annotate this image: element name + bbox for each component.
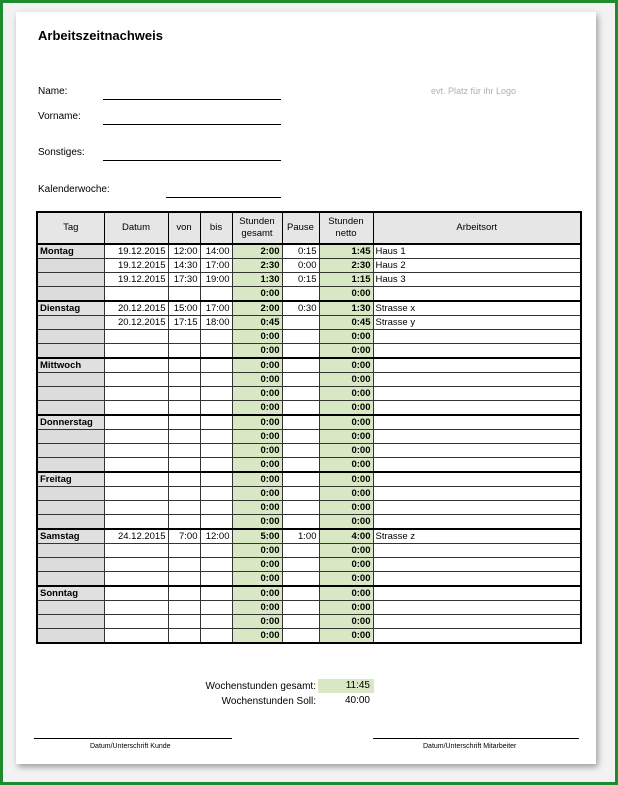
cell-datum[interactable]: 19.12.2015 [104,259,168,273]
cell-von[interactable] [168,544,200,558]
cell-arbeitsort[interactable] [373,401,581,416]
cell-arbeitsort[interactable] [373,572,581,587]
day-label-empty [37,344,104,359]
table-row [37,458,581,473]
cell-stunden-netto[interactable]: 0:00 [319,330,373,344]
cell-stunden-gesamt[interactable]: 2:00 [232,244,282,259]
document-page [16,12,596,764]
signature-line-mitarbeiter[interactable] [373,738,579,739]
cell-datum[interactable] [104,558,168,572]
cell-stunden-netto[interactable]: 0:00 [319,344,373,359]
cell-pause[interactable] [282,601,319,615]
cell-stunden-gesamt[interactable]: 2:30 [232,259,282,273]
day-label-empty [37,601,104,615]
cell-bis[interactable] [200,544,232,558]
cell-arbeitsort[interactable] [373,287,581,302]
table-row [37,629,581,644]
cell-arbeitsort[interactable] [373,544,581,558]
cell-datum[interactable] [104,387,168,401]
day-label-empty [37,487,104,501]
cell-pause[interactable] [282,330,319,344]
cell-stunden-gesamt[interactable]: 0:00 [232,615,282,629]
cell-pause[interactable] [282,501,319,515]
cell-von[interactable] [168,501,200,515]
table-row [37,472,581,487]
cell-datum[interactable] [104,501,168,515]
cell-arbeitsort[interactable] [373,373,581,387]
cell-datum[interactable] [104,629,168,644]
cell-bis[interactable] [200,444,232,458]
cell-arbeitsort[interactable] [373,515,581,530]
table-row [37,444,581,458]
table-row [37,586,581,601]
cell-stunden-gesamt[interactable]: 0:00 [232,629,282,644]
cell-stunden-gesamt[interactable]: 0:00 [232,287,282,302]
day-label-dienstag: Dienstag [37,301,104,316]
cell-arbeitsort[interactable] [373,344,581,359]
table-row [37,529,581,544]
cell-stunden-netto[interactable]: 4:00 [319,529,373,544]
signature-label-kunde: Datum/Unterschrift Kunde [90,743,171,750]
day-label-empty [37,629,104,644]
cell-datum[interactable] [104,373,168,387]
cell-stunden-gesamt[interactable]: 0:00 [232,501,282,515]
cell-pause[interactable] [282,572,319,587]
day-label-empty [37,287,104,302]
wochenstunden-soll-label: Wochenstunden Soll: [221,696,316,707]
cell-datum[interactable] [104,430,168,444]
cell-stunden-gesamt[interactable]: 0:00 [232,401,282,416]
cell-datum[interactable] [104,601,168,615]
cell-datum[interactable] [104,586,168,601]
table-row [37,544,581,558]
cell-stunden-gesamt[interactable]: 0:00 [232,558,282,572]
table-row [37,387,581,401]
cell-von[interactable] [168,515,200,530]
table-row [37,558,581,572]
day-label-empty [37,373,104,387]
table-row [37,358,581,373]
cell-arbeitsort[interactable] [373,601,581,615]
cell-datum[interactable] [104,515,168,530]
cell-bis[interactable]: 14:00 [200,244,232,259]
cell-bis[interactable]: 17:00 [200,301,232,316]
table-row [37,430,581,444]
cell-stunden-netto[interactable]: 0:00 [319,373,373,387]
cell-datum[interactable] [104,615,168,629]
table-row [37,344,581,359]
day-label-empty [37,316,104,330]
cell-datum[interactable] [104,415,168,430]
header-stunden-gesamt-line2: gesamt [241,228,273,239]
cell-stunden-gesamt[interactable]: 0:00 [232,430,282,444]
cell-bis[interactable]: 17:00 [200,259,232,273]
cell-stunden-netto[interactable]: 0:00 [319,401,373,416]
cell-bis[interactable] [200,358,232,373]
day-label-empty [37,387,104,401]
day-label-empty [37,544,104,558]
cell-pause[interactable] [282,458,319,473]
day-label-empty [37,458,104,473]
day-label-empty [37,572,104,587]
cell-datum[interactable] [104,487,168,501]
cell-pause[interactable] [282,472,319,487]
cell-pause[interactable] [282,558,319,572]
cell-pause[interactable] [282,615,319,629]
cell-bis[interactable] [200,558,232,572]
cell-arbeitsort[interactable] [373,472,581,487]
cell-stunden-netto[interactable]: 0:00 [319,444,373,458]
cell-datum[interactable] [104,287,168,302]
day-label-empty [37,501,104,515]
cell-datum[interactable]: 19.12.2015 [104,244,168,259]
cell-arbeitsort[interactable]: Strasse z [373,529,581,544]
day-label-donnerstag: Donnerstag [37,415,104,430]
name-field[interactable] [103,99,281,100]
cell-bis[interactable] [200,430,232,444]
table-row [37,401,581,416]
cell-von[interactable] [168,287,200,302]
vorname-label: Vorname: [38,111,81,122]
cell-datum[interactable]: 20.12.2015 [104,301,168,316]
cell-datum[interactable] [104,458,168,473]
wochenstunden-soll-value: 40:00 [344,695,370,706]
cell-pause[interactable]: 0:30 [282,301,319,316]
cell-pause[interactable] [282,515,319,530]
cell-bis[interactable] [200,615,232,629]
table-row [37,415,581,430]
cell-bis[interactable] [200,601,232,615]
cell-bis[interactable] [200,487,232,501]
cell-pause[interactable] [282,316,319,330]
cell-pause[interactable] [282,387,319,401]
cell-von[interactable] [168,586,200,601]
cell-bis[interactable] [200,344,232,359]
table-row [37,515,581,530]
day-label-empty [37,430,104,444]
cell-datum[interactable] [104,344,168,359]
cell-arbeitsort[interactable]: Haus 1 [373,244,581,259]
cell-von[interactable] [168,387,200,401]
cell-datum[interactable] [104,444,168,458]
table-row [37,316,581,330]
table-body [37,244,581,643]
cell-arbeitsort[interactable] [373,330,581,344]
cell-pause[interactable]: 1:00 [282,529,319,544]
logo-placeholder: evt. Platz für ihr Logo [431,86,517,96]
cell-bis[interactable] [200,401,232,416]
cell-arbeitsort[interactable] [373,487,581,501]
cell-bis[interactable] [200,572,232,587]
kalenderwoche-label: Kalenderwoche: [38,184,110,195]
cell-von[interactable]: 7:00 [168,529,200,544]
signature-label-mitarbeiter: Datum/Unterschrift Mitarbeiter [423,743,517,750]
cell-von[interactable] [168,487,200,501]
cell-stunden-netto[interactable]: 0:00 [319,387,373,401]
cell-pause[interactable] [282,401,319,416]
cell-arbeitsort[interactable] [373,415,581,430]
cell-arbeitsort[interactable]: Strasse y [373,316,581,330]
cell-von[interactable] [168,444,200,458]
cell-stunden-gesamt[interactable]: 2:00 [232,301,282,316]
cell-stunden-gesamt[interactable]: 0:00 [232,387,282,401]
table-row [37,301,581,316]
day-label-freitag: Freitag [37,472,104,487]
day-label-empty [37,330,104,344]
cell-datum[interactable] [104,472,168,487]
cell-stunden-netto[interactable]: 1:45 [319,244,373,259]
cell-pause[interactable] [282,487,319,501]
cell-stunden-gesamt[interactable]: 0:00 [232,330,282,344]
cell-von[interactable] [168,572,200,587]
cell-von[interactable] [168,344,200,359]
cell-arbeitsort[interactable] [373,629,581,644]
cell-stunden-netto[interactable]: 0:00 [319,572,373,587]
cell-von[interactable]: 17:15 [168,316,200,330]
cell-stunden-netto[interactable]: 0:00 [319,558,373,572]
day-label-empty [37,558,104,572]
header-von: von [168,212,200,244]
cell-bis[interactable] [200,629,232,644]
cell-bis[interactable] [200,458,232,473]
cell-bis[interactable] [200,472,232,487]
header-datum: Datum [104,212,168,244]
cell-von[interactable] [168,458,200,473]
cell-arbeitsort[interactable] [373,501,581,515]
day-label-samstag: Samstag [37,529,104,544]
cell-stunden-gesamt[interactable]: 0:00 [232,601,282,615]
cell-von[interactable] [168,558,200,572]
cell-stunden-netto[interactable]: 1:30 [319,301,373,316]
table-header-row [37,212,581,244]
cell-von[interactable] [168,472,200,487]
cell-von[interactable] [168,601,200,615]
vorname-field[interactable] [103,124,281,125]
cell-stunden-netto[interactable]: 0:00 [319,501,373,515]
signature-line-kunde[interactable] [34,738,232,739]
cell-pause[interactable]: 0:15 [282,244,319,259]
cell-bis[interactable]: 18:00 [200,316,232,330]
day-label-empty [37,515,104,530]
table-row [37,330,581,344]
document-title: Arbeitszeitnachweis [38,28,163,43]
cell-von[interactable] [168,430,200,444]
cell-von[interactable] [168,358,200,373]
cell-stunden-gesamt[interactable]: 0:00 [232,515,282,530]
header-stunden-netto-line1: Stunden [328,216,364,227]
cell-pause[interactable] [282,358,319,373]
cell-stunden-gesamt[interactable]: 1:30 [232,273,282,287]
cell-datum[interactable] [104,544,168,558]
table-row [37,259,581,273]
cell-von[interactable]: 12:00 [168,244,200,259]
table-row [37,487,581,501]
table-row [37,273,581,287]
cell-von[interactable]: 15:00 [168,301,200,316]
cell-stunden-netto[interactable]: 0:00 [319,629,373,644]
cell-stunden-netto[interactable]: 1:15 [319,273,373,287]
cell-stunden-netto[interactable]: 0:00 [319,586,373,601]
cell-stunden-netto[interactable]: 0:00 [319,615,373,629]
cell-pause[interactable] [282,287,319,302]
cell-bis[interactable] [200,373,232,387]
cell-stunden-netto[interactable]: 0:00 [319,458,373,473]
sonstiges-field[interactable] [103,160,281,161]
table-row [37,615,581,629]
cell-stunden-netto[interactable]: 0:00 [319,287,373,302]
cell-stunden-netto[interactable]: 0:00 [319,544,373,558]
table-row [37,501,581,515]
day-label-empty [37,273,104,287]
cell-stunden-netto[interactable]: 0:00 [319,515,373,530]
cell-datum[interactable] [104,330,168,344]
cell-bis[interactable] [200,287,232,302]
cell-pause[interactable] [282,586,319,601]
cell-von[interactable] [168,615,200,629]
day-label-empty [37,615,104,629]
cell-stunden-netto[interactable]: 0:45 [319,316,373,330]
day-label-montag: Montag [37,244,104,259]
cell-stunden-gesamt[interactable]: 5:00 [232,529,282,544]
cell-bis[interactable] [200,415,232,430]
cell-bis[interactable]: 19:00 [200,273,232,287]
cell-stunden-gesamt[interactable]: 0:00 [232,358,282,373]
kalenderwoche-field[interactable] [166,197,281,198]
cell-arbeitsort[interactable]: Haus 3 [373,273,581,287]
cell-von[interactable]: 14:30 [168,259,200,273]
name-label: Name: [38,86,68,97]
cell-datum[interactable] [104,401,168,416]
cell-stunden-netto[interactable]: 0:00 [319,472,373,487]
table-row [37,572,581,587]
cell-arbeitsort[interactable]: Strasse x [373,301,581,316]
cell-datum[interactable]: 19.12.2015 [104,273,168,287]
cell-arbeitsort[interactable] [373,430,581,444]
cell-stunden-netto[interactable]: 0:00 [319,415,373,430]
day-label-empty [37,259,104,273]
wochenstunden-gesamt-label: Wochenstunden gesamt: [205,681,316,692]
cell-arbeitsort[interactable]: Haus 2 [373,259,581,273]
table-row [37,601,581,615]
cell-stunden-netto[interactable]: 2:30 [319,259,373,273]
cell-stunden-gesamt[interactable]: 0:00 [232,572,282,587]
cell-arbeitsort[interactable] [373,558,581,572]
table-row [37,287,581,302]
cell-bis[interactable] [200,586,232,601]
header-stunden-netto [319,212,373,244]
cell-pause[interactable] [282,373,319,387]
day-label-empty [37,444,104,458]
cell-arbeitsort[interactable] [373,586,581,601]
cell-stunden-gesamt[interactable]: 0:00 [232,586,282,601]
cell-pause[interactable] [282,444,319,458]
cell-von[interactable] [168,629,200,644]
cell-datum[interactable] [104,572,168,587]
cell-bis[interactable]: 12:00 [200,529,232,544]
cell-datum[interactable]: 24.12.2015 [104,529,168,544]
header-pause: Pause [282,212,319,244]
cell-von[interactable] [168,401,200,416]
cell-stunden-gesamt[interactable]: 0:00 [232,373,282,387]
cell-pause[interactable] [282,544,319,558]
table-row [37,373,581,387]
header-arbeitsort: Arbeitsort [373,212,581,244]
cell-von[interactable] [168,373,200,387]
wochenstunden-gesamt-value: 11:45 [318,679,374,693]
cell-pause[interactable] [282,430,319,444]
cell-bis[interactable] [200,515,232,530]
cell-von[interactable] [168,330,200,344]
sonstiges-label: Sonstiges: [38,147,85,158]
cell-stunden-gesamt[interactable]: 0:00 [232,344,282,359]
header-tag: Tag [37,212,104,244]
header-stunden-gesamt-line1: Stunden [239,216,275,227]
cell-stunden-netto[interactable]: 0:00 [319,601,373,615]
cell-stunden-netto[interactable]: 0:00 [319,487,373,501]
cell-stunden-gesamt[interactable]: 0:00 [232,444,282,458]
cell-von[interactable] [168,415,200,430]
cell-arbeitsort[interactable] [373,444,581,458]
cell-pause[interactable] [282,344,319,359]
cell-stunden-gesamt[interactable]: 0:00 [232,544,282,558]
cell-stunden-gesamt[interactable]: 0:00 [232,415,282,430]
cell-stunden-gesamt[interactable]: 0:00 [232,487,282,501]
header-bis: bis [200,212,232,244]
header-stunden-gesamt [232,212,282,244]
cell-stunden-gesamt[interactable]: 0:00 [232,458,282,473]
cell-arbeitsort[interactable] [373,458,581,473]
cell-arbeitsort[interactable] [373,387,581,401]
table-row [37,244,581,259]
cell-stunden-gesamt[interactable]: 0:45 [232,316,282,330]
cell-arbeitsort[interactable] [373,615,581,629]
cell-datum[interactable]: 20.12.2015 [104,316,168,330]
day-label-sonntag: Sonntag [37,586,104,601]
day-label-empty [37,401,104,416]
cell-stunden-gesamt[interactable]: 0:00 [232,472,282,487]
cell-pause[interactable]: 0:15 [282,273,319,287]
cell-stunden-netto[interactable]: 0:00 [319,358,373,373]
cell-bis[interactable] [200,387,232,401]
cell-stunden-netto[interactable]: 0:00 [319,430,373,444]
cell-pause[interactable] [282,629,319,644]
cell-bis[interactable] [200,330,232,344]
cell-pause[interactable]: 0:00 [282,259,319,273]
time-table [36,211,582,644]
day-label-mittwoch: Mittwoch [37,358,104,373]
cell-bis[interactable] [200,501,232,515]
cell-pause[interactable] [282,415,319,430]
cell-datum[interactable] [104,358,168,373]
cell-arbeitsort[interactable] [373,358,581,373]
cell-von[interactable]: 17:30 [168,273,200,287]
header-stunden-netto-line2: netto [335,228,357,239]
